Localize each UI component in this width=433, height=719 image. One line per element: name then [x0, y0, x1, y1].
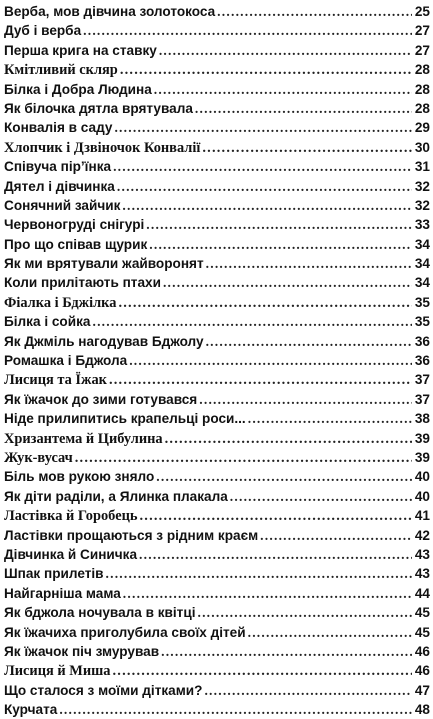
toc-entry [4, 21, 430, 40]
toc-entry-title: Як їжачок піч змурував [4, 643, 160, 659]
toc-entry-title: Дівчинка й Синичка [4, 546, 138, 562]
toc-entry-page-number: 34 [414, 275, 430, 291]
toc-entry-title: Фіалка і Бджілка [4, 294, 117, 311]
toc-entry-title: Червоногруді снігурі [4, 217, 145, 233]
toc-entry [4, 273, 430, 292]
toc-entry [4, 80, 430, 99]
toc-entry-title: Як бджола ночувала в квітці [4, 605, 196, 621]
dot-leader [92, 312, 412, 331]
toc-entry [4, 390, 430, 409]
toc-entry-title: Про що співав щурик [4, 236, 148, 252]
dot-leader [217, 2, 412, 21]
toc-entry [4, 2, 430, 21]
toc-entry-page-number: 28 [414, 81, 430, 97]
toc-entry-page-number: 43 [414, 566, 430, 582]
table-of-contents [4, 2, 430, 719]
toc-entry-page-number: 28 [414, 100, 430, 116]
toc-entry-page-number: 39 [414, 449, 430, 465]
toc-entry-title: Дуб і верба [4, 23, 82, 39]
dot-leader [161, 642, 412, 661]
dot-leader [112, 662, 412, 681]
toc-entry [4, 409, 430, 428]
dot-leader [113, 157, 412, 176]
toc-entry-page-number: 45 [414, 605, 430, 621]
dot-leader [129, 351, 412, 370]
toc-entry-page-number: 32 [414, 197, 430, 213]
toc-entry-page-number: 32 [414, 178, 430, 194]
toc-entry-title: Білка і сойка [4, 314, 91, 330]
dot-leader [248, 409, 412, 428]
toc-entry [4, 351, 430, 370]
toc-entry-page-number: 41 [414, 508, 430, 524]
toc-entry [4, 623, 430, 642]
toc-entry-title: Дятел і дівчинка [4, 178, 115, 194]
dot-leader [75, 449, 412, 468]
toc-entry [4, 138, 430, 157]
dot-leader [197, 603, 412, 622]
toc-entry-title: Біль мов рукою зняло [4, 469, 155, 485]
toc-entry-title: Що сталося з моїми дітками? [4, 682, 203, 698]
toc-entry-title: Білка і Добра Людина [4, 81, 152, 97]
dot-leader [122, 196, 412, 215]
toc-entry-title: Лисиця й Миша [4, 663, 111, 680]
toc-entry-page-number: 40 [414, 488, 430, 504]
toc-entry-page-number: 44 [414, 585, 430, 601]
toc-entry [4, 429, 430, 448]
dot-leader [248, 623, 412, 642]
toc-entry-page-number: 34 [414, 236, 430, 252]
dot-leader [109, 371, 412, 390]
dot-leader [195, 99, 412, 118]
toc-entry-page-number: 33 [414, 217, 430, 233]
dot-leader [206, 254, 412, 273]
toc-entry-page-number: 31 [414, 159, 430, 175]
toc-entry [4, 293, 430, 312]
toc-entry-title: Як білочка дятла врятувала [4, 100, 193, 116]
toc-entry-page-number: 34 [414, 256, 430, 272]
dot-leader [156, 467, 412, 486]
toc-entry-page-number: 29 [414, 120, 430, 136]
toc-entry-page-number: 27 [414, 42, 430, 58]
toc-entry-page-number: 42 [414, 527, 430, 543]
toc-entry-title: Верба, мов дівчина золотокоса [4, 4, 216, 19]
dot-leader [199, 390, 412, 409]
toc-entry [4, 642, 430, 661]
toc-entry-title: Як їжачок до зими готувався [4, 391, 198, 407]
toc-entry [4, 564, 430, 583]
toc-entry [4, 661, 430, 680]
toc-entry [4, 118, 430, 137]
toc-entry-page-number: 47 [414, 682, 430, 698]
toc-entry-title: Курчата [4, 702, 58, 718]
toc-entry [4, 157, 430, 176]
dot-leader [165, 430, 412, 449]
toc-entry-page-number: 25 [414, 4, 430, 19]
toc-entry [4, 312, 430, 331]
toc-entry [4, 467, 430, 486]
dot-leader [202, 139, 412, 158]
toc-entry-page-number: 35 [414, 294, 430, 310]
toc-entry-page-number: 30 [414, 139, 430, 155]
toc-entry [4, 448, 430, 467]
dot-leader [146, 215, 412, 234]
toc-entry-title: Ніде прилипитись крапельці роси... [4, 411, 246, 427]
toc-entry-title: Хризантема й Цибулина [4, 430, 163, 447]
toc-entry-page-number: 46 [414, 663, 430, 679]
toc-entry-title: Коли прилітають птахи [4, 275, 161, 291]
toc-entry-title: Шпак прилетів [4, 566, 104, 582]
toc-entry-page-number: 28 [414, 62, 430, 78]
toc-entry [4, 584, 430, 603]
toc-entry-title: Сонячний зайчик [4, 197, 121, 213]
toc-entry-page-number: 40 [414, 469, 430, 485]
toc-entry [4, 700, 430, 719]
dot-leader [120, 61, 412, 80]
toc-entry [4, 332, 430, 351]
dot-leader [154, 80, 412, 99]
toc-entry-title: Як Джміль нагодував Бджолу [4, 333, 204, 349]
toc-entry-title: Перша крига на ставку [4, 42, 157, 58]
toc-entry-page-number: 39 [414, 430, 430, 446]
toc-entry-page-number: 46 [414, 643, 430, 659]
toc-entry [4, 196, 430, 215]
toc-entry-page-number: 36 [414, 333, 430, 349]
toc-entry-page-number: 43 [414, 546, 430, 562]
dot-leader [260, 526, 412, 545]
toc-entry [4, 506, 430, 525]
toc-entry [4, 681, 430, 700]
toc-entry-title: Жук-вусач [4, 449, 73, 466]
dot-leader [139, 545, 412, 564]
dot-leader [139, 507, 412, 526]
dot-leader [159, 41, 412, 60]
toc-entry [4, 254, 430, 273]
toc-entry [4, 215, 430, 234]
toc-entry-title: Лисиця та Їжак [4, 372, 107, 389]
dot-leader [114, 118, 412, 137]
toc-entry-title: Як їжачиха приголубила своїх дітей [4, 624, 246, 640]
toc-entry-title: Співуча пір’їнка [4, 159, 112, 175]
toc-entry-page-number: 45 [414, 624, 430, 640]
toc-entry [4, 60, 430, 79]
toc-entry-page-number: 35 [414, 314, 430, 330]
toc-entry [4, 41, 430, 60]
toc-entry-title: Ластівка й Горобець [4, 508, 138, 525]
toc-entry-title: Хлопчик і Дзвіночок Конвалії [4, 139, 201, 156]
toc-entry [4, 235, 430, 254]
toc-entry-title: Як ми врятували жайворонят [4, 256, 204, 272]
dot-leader [118, 294, 412, 313]
toc-entry [4, 370, 430, 389]
toc-entry-title: Ромашка і Бджола [4, 353, 128, 369]
toc-entry [4, 603, 430, 622]
toc-entry-title: Як діти раділи, а Ялинка плакала [4, 488, 228, 504]
toc-entry-page-number: 37 [414, 391, 430, 407]
toc-entry-page-number: 37 [414, 372, 430, 388]
toc-entry [4, 177, 430, 196]
dot-leader [230, 487, 412, 506]
toc-entry-page-number: 38 [414, 411, 430, 427]
dot-leader [163, 273, 412, 292]
dot-leader [83, 21, 412, 40]
toc-entry-page-number: 48 [414, 702, 430, 718]
toc-entry-page-number: 36 [414, 353, 430, 369]
dot-leader [117, 177, 412, 196]
toc-entry [4, 545, 430, 564]
toc-entry-title: Ластівки прощаються з рідним краєм [4, 527, 259, 543]
dot-leader [59, 700, 412, 719]
toc-entry-title: Найгарніша мама [4, 585, 121, 601]
toc-entry-title: Кмітливий скляр [4, 62, 118, 79]
dot-leader [206, 332, 412, 351]
toc-entry [4, 99, 430, 118]
dot-leader [123, 584, 412, 603]
toc-entry [4, 526, 430, 545]
dot-leader [204, 681, 412, 700]
toc-entry-title: Конвалія в саду [4, 120, 113, 136]
dot-leader [149, 235, 412, 254]
toc-entry-page-number: 27 [414, 23, 430, 39]
toc-entry [4, 487, 430, 506]
dot-leader [106, 564, 412, 583]
